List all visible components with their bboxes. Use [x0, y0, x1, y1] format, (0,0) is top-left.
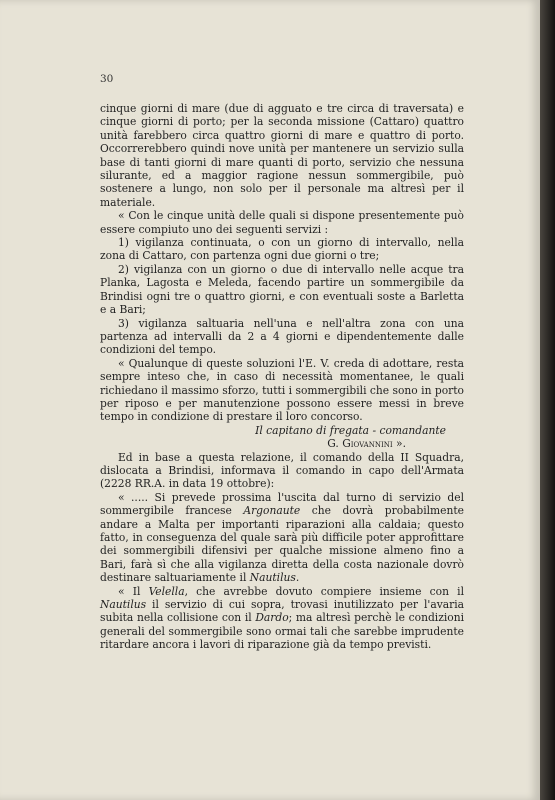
signature-initial: G. — [327, 437, 343, 451]
list-item-service-2: 2) vigilanza con un giorno o due di intervallo nelle acque tra Planka, Lagosta e Meleda, facendo partire un sommergibile da Brindisi ogni tre o quattro giorni, e con eventuali soste a Barletta e a Bari; — [100, 262, 464, 317]
page-edge — [540, 0, 555, 800]
page-number: 30 — [100, 73, 114, 85]
signature-title: Il capitano di fregata - comandante — [255, 423, 446, 437]
text-run: « ..... Si prevede prossima l'uscita dal turno di servizio del sommergibile francese — [100, 490, 464, 518]
paragraph-squadra-report: Ed in base a questa relazione, il comando della II Squadra, dislocata a Brindisi, informava il comando in capo dell'Armata (2228 RR.A. in data 19 ottobre): — [100, 450, 464, 491]
signature-surname: Giovannini — [342, 437, 393, 451]
ship-name-nautilus: Nautilus — [100, 598, 147, 612]
paragraph-continuation: cinque giorni di mare (due di agguato e tre circa di traversata) e cinque giorni di porto; per la seconda missione (Cattaro) quattro unità farebbero circa quattro giorni di mare e quattro di porto. Occorrerebbero quindi nove unità per mantenere un servizio sulla base di tanti giorni di mare quanti di porto, servizio che nessuna silurante, ed a maggior ragione nessun sommergibile, può sostenere a lungo, non solo per il personale ma altresì per il materiale. — [100, 102, 464, 209]
ship-name-nautilus: Nautilus. — [249, 571, 300, 585]
paragraph-conclusion: « Qualunque di queste soluzioni l'E. V. creda di adottare, resta sempre inteso che, in caso di necessità momentanee, le quali richiedano il massimo sforzo, tutti i sommergibili che sono in porto per riposo e per manutenzione possono essere messi in breve tempo in condizione di prestare il loro concorso. — [100, 356, 464, 424]
list-item-service-1: 1) vigilanza continuata, o con un giorno di intervallo, nella zona di Cattaro, con partenza ogni due giorni o tre; — [100, 236, 464, 263]
ship-name-argonaute: Argonaute — [243, 504, 301, 518]
signature-name — [100, 437, 464, 450]
ship-name-velella: Velella — [148, 584, 185, 598]
text-run: ; ma altresì perchè le condizioni generali del sommergibile sono ormai tali che sarebbe imprudente ritardare ancora i lavori di riparazione già da tempo previsti. — [100, 611, 464, 652]
list-item-service-3: 3) vigilanza saltuaria nell'una e nell'altra zona con una partenza ad intervalli da 2 a 4 giorni e dipendentemente dalle condizioni del tempo. — [100, 316, 464, 357]
paragraph-velella — [100, 585, 464, 652]
paragraph-argonaute — [100, 491, 464, 585]
text-run: « Il — [118, 584, 149, 598]
text-run: che dovrà probabilmente andare a Malta per importanti riparazioni alla caldaia; questo fatto, in conseguenza del quale sarà più difficile poter approfittare dei sommergibili difensivi per qualche missione almeno fino a Bari, farà sì che alla vigilanza diretta della costa nazionale dovrò destinare saltuariamente il — [100, 504, 464, 585]
page-body — [100, 102, 464, 652]
ship-name-dardo: Dardo — [255, 611, 289, 625]
paragraph-services-intro: « Con le cinque unità delle quali si dispone presentemente può essere compiuto uno dei seguenti servizi : — [100, 209, 464, 236]
signature-end: ». — [392, 437, 406, 451]
text-run: il servizio di cui sopra, trovasi inutilizzato per l'avaria subita nella collisione con il — [100, 598, 464, 625]
text-run: , che avrebbe dovuto compiere insieme con il — [184, 584, 464, 598]
